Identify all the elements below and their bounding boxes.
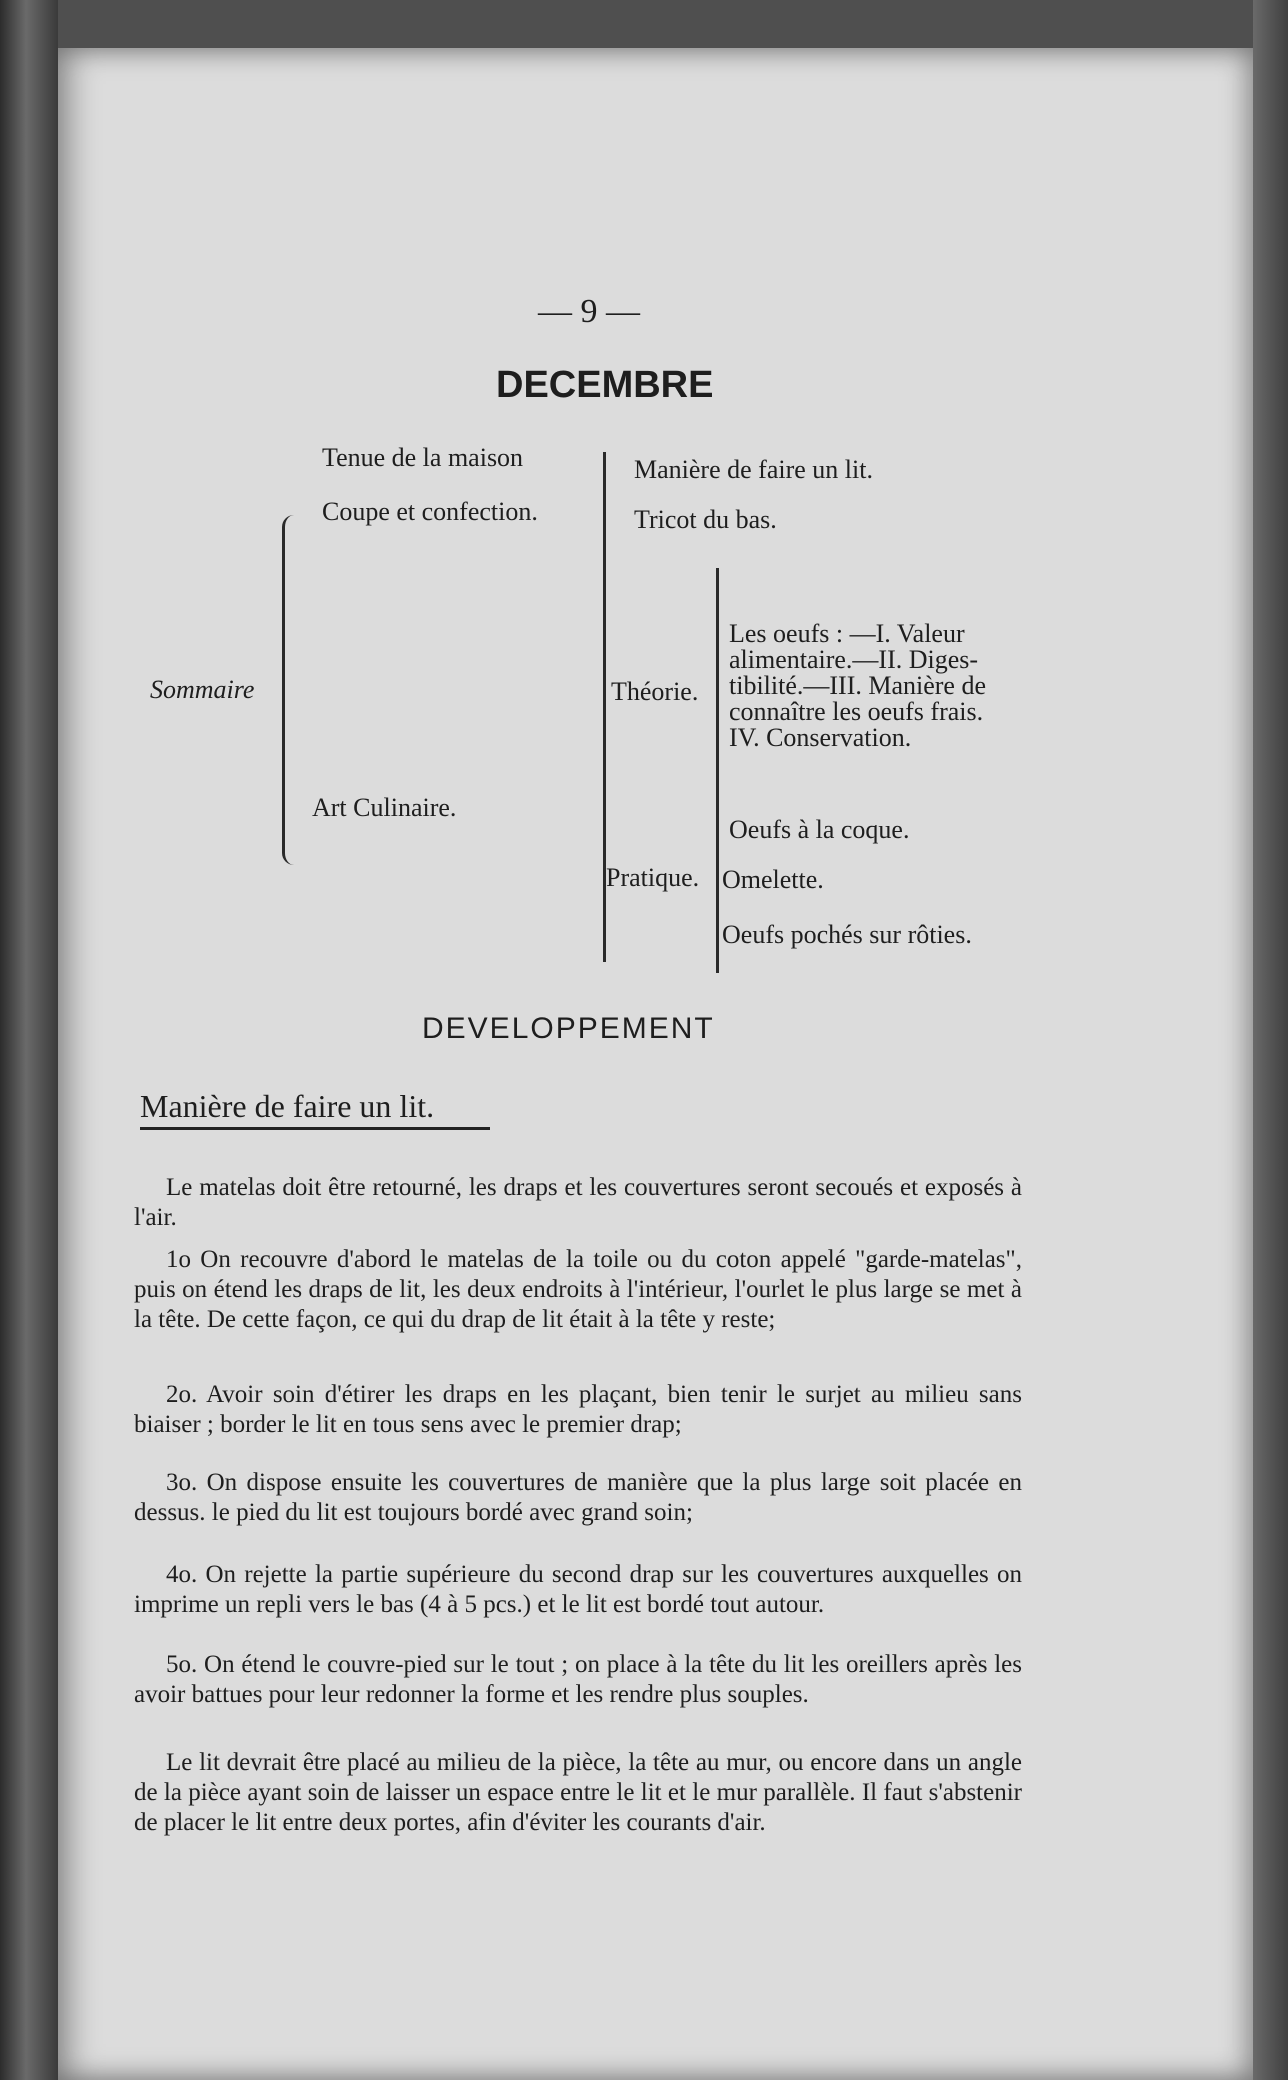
subcolumn-divider [716,568,719,973]
book-spine-shadow [0,0,58,2080]
theorie-line: Les oeufs : —I. Valeur [729,619,965,648]
page-number: — 9 — [538,293,640,330]
paragraph: 2o. Avoir soin d'étirer les draps en les plaçant, bien tenir le surjet au milieu sans biaiser ; border le lit en tous sens avec le premier drap; [134,1381,1022,1438]
paragraph: 3o. On dispose ensuite les couvertures de manière que la plus large soit placée en dessus. le pied du lit est toujours bordé avec grand soin; [134,1469,1022,1526]
sommaire-art: Art Culinaire. [312,793,457,822]
section-title: Manière de faire un lit. [140,1088,490,1130]
sommaire-pratique: Pratique. [606,863,700,892]
paragraph: Le lit devrait être placé au milieu de la pièce, la tête au mur, ou encore dans un angle de la pièce ayant soin de laisser un espace entre le lit et le mur parallèle. Il faut s'abstenir de placer le lit entre deux portes, afin d'éviter les courants d'air. [134,1749,1022,1836]
theorie-line: tibilité.—III. Manière de [729,671,987,700]
pratique-item: Omelette. [722,865,824,894]
month-title: DECEMBRE [496,364,714,406]
sommaire-coupe: Coupe et confection. [322,497,538,526]
sommaire-tenue-item: Manière de faire un lit. [634,455,873,484]
paragraph: 4o. On rejette la partie supérieure du second drap sur les couvertures auxquelles on imprime un repli vers le bas (4 à 5 pcs.) et le lit est bordé tout autour. [134,1561,1022,1618]
sommaire-coupe-item: Tricot du bas. [634,505,777,534]
sommaire-brace [282,515,299,865]
paragraph: 5o. On étend le couvre-pied sur le tout ; on place à la tête du lit les oreillers après les avoir battues pour leur redonner la forme et les rendre plus souples. [134,1651,1022,1708]
sommaire-tenue: Tenue de la maison [322,443,524,472]
theorie-line: alimentaire.—II. Diges- [729,645,979,674]
development-heading: DEVELOPPEMENT [422,1012,715,1045]
theorie-line: connaître les oeufs frais. [729,697,984,726]
page-edge-shadow [1253,0,1288,2080]
pratique-item: Oeufs à la coque. [729,815,910,844]
sommaire-theorie: Théorie. [611,677,699,706]
theorie-line: IV. Conservation. [729,723,912,752]
paragraph: Le matelas doit être retourné, les draps et les couvertures seront secoués et exposés à l'air. [134,1174,1022,1231]
sommaire-label: Sommaire [150,675,255,704]
paragraph: 1o On recouvre d'abord le matelas de la toile ou du coton appelé "garde-matelas", puis on étend les draps de lit, les deux endroits à l'intérieur, l'ourlet le plus large se met à la tête. De cette façon, ce qui du drap de lit était à la tête y reste; [134,1246,1022,1333]
pratique-item: Oeufs pochés sur rôties. [722,920,972,949]
